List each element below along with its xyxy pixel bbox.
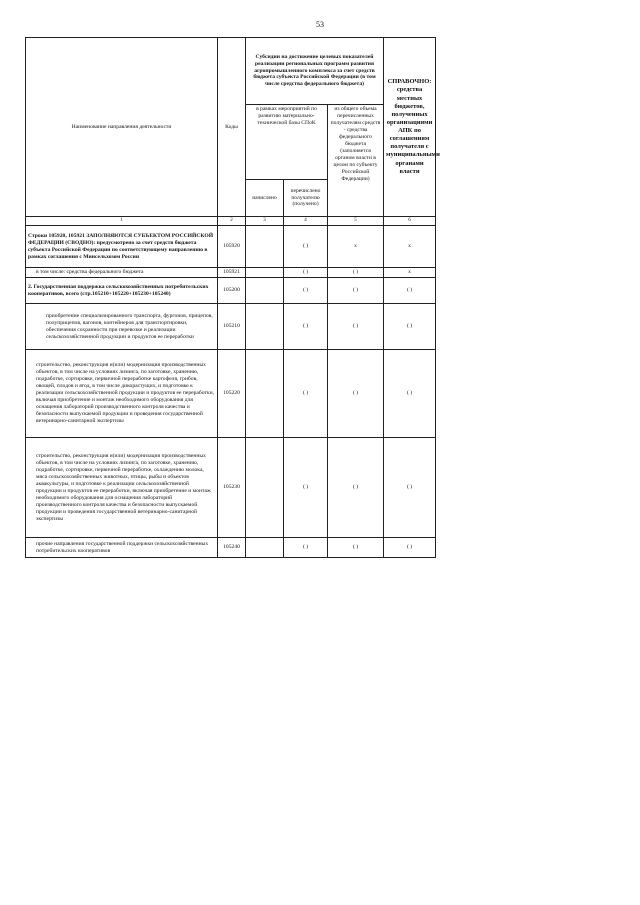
cell-accrued[interactable] [246, 438, 284, 538]
table-row [26, 268, 436, 278]
cell-accrued[interactable] [246, 226, 284, 268]
header-transferred: перечислено получателю (получено) [284, 180, 328, 217]
row-code: 105920 [218, 226, 246, 268]
cell-reference[interactable]: ( ) [384, 438, 436, 538]
row-code: 105240 [218, 538, 246, 558]
cell-transferred[interactable]: ( ) [284, 438, 328, 538]
table-row [26, 350, 436, 438]
table-row [26, 278, 436, 304]
col-number: 6 [384, 217, 436, 226]
cell-accrued[interactable] [246, 304, 284, 350]
row-code: 105921 [218, 268, 246, 278]
cell-reference[interactable]: ( ) [384, 278, 436, 304]
header-material-base: в рамках мероприятий по развитию материально-технической базы СПоК [246, 105, 328, 180]
column-numbers-row [26, 217, 436, 226]
cell-accrued[interactable] [246, 538, 284, 558]
page-number: 53 [316, 20, 324, 29]
report-table [25, 37, 440, 558]
header-reference [384, 38, 440, 217]
cell-reference[interactable]: ( ) [384, 350, 436, 438]
table-row [26, 304, 436, 350]
cell-transferred[interactable]: ( ) [284, 268, 328, 278]
cell-reference[interactable]: ( ) [384, 304, 436, 350]
table-row [26, 226, 436, 268]
cell-federal[interactable]: ( ) [328, 438, 384, 538]
row-name: строительство, реконструкция и(или) модернизация производственных объектов, в том числе на условиях лизинга, по заготовке, хранению, подработке, сортировке, первичной переработке, охлаждению молока, мяса сельскохозяйственных животных, птицы, рыбы и объектов аквакультуры, и подготовке к реализации сельскохозяйственной продукции и продуктов ее переработки, включая приобретение и монтаж необходимого оборудования для оснащения лабораторий производственного контроля качества и безопасности выпускаемой продукции и проведения государственной ветеринарно-санитарной экспертизы [26, 438, 218, 538]
cell-reference: x [384, 268, 436, 278]
row-name: приобретение специализированного транспорта, фургонов, прицепов, полуприцепов, вагонов, контейнеров для транспортировки, обеспечения сохранности при перевозке и реализации сельскохозяйственной продукции и продуктов ее переработки [26, 304, 218, 350]
cell-federal[interactable]: ( ) [328, 304, 384, 350]
row-name: Строки 105920, 105921 ЗАПОЛНЯЮТСЯ СУБЪЕКТОМ РОССИЙСКОЙ ФЕДЕРАЦИИ (СВОДНО): предусмотрено за счет средств бюджета субъекта Российской Федерации по соответствующему направлению в рамках соглашения с Минсельхозом России [26, 226, 218, 268]
cell-accrued[interactable] [246, 268, 284, 278]
row-name: строительство, реконструкция и(или) модернизация производственных объектов, в том числе на условиях лизинга, по заготовке, хранению, подработке, сортировке, первичной переработке картофеля, грибов, овощей, плодов и ягод, в том числе дикорастущих, и подготовке к реализации сельскохозяйственной продукции и продуктов ее переработки, включая приобретение и монтаж необходимого оборудования для оснащения лабораторий производственного контроля качества и безопасности выпускаемой продукции и проведения государственной ветеринарно-санитарной экспертизы [26, 350, 218, 438]
header-name: Наименование направления деятельности [26, 38, 218, 217]
cell-reference: x [384, 226, 436, 268]
table-row [26, 538, 436, 558]
header-reference-text: СПРАВОЧНО: средства местных бюджетов, полученных организациями АПК по соглашениям получателя с муниципальными органами власти [386, 78, 440, 175]
cell-federal[interactable]: ( ) [328, 268, 384, 278]
cell-federal: x [328, 226, 384, 268]
row-name: в том числе: средства федерального бюджета [26, 268, 218, 278]
col-number: 2 [218, 217, 246, 226]
row-code: 105230 [218, 438, 246, 538]
cell-transferred[interactable]: ( ) [284, 226, 328, 268]
cell-reference[interactable]: ( ) [384, 538, 436, 558]
col-number: 4 [284, 217, 328, 226]
header-subsidy-group: Субсидии на достижение целевых показателей реализации региональных программ развития агропромышленного комплекса за счет средств бюджета субъекта Российской Федерации (в том числе средства федерального бюджета) [246, 38, 384, 105]
row-code: 105210 [218, 304, 246, 350]
header-federal-share: из общего объема перечисленных получателям средств - средства федерального бюджета (заполняется органом власти в целом по субъекту Российской Федерации) [328, 105, 384, 217]
cell-transferred[interactable]: ( ) [284, 538, 328, 558]
table-row [26, 438, 436, 538]
row-name: 2. Государственная поддержка сельскохозяйственных потребительских кооперативов, всего (стр.105210+105220+105230+105240) [26, 278, 218, 304]
cell-federal[interactable]: ( ) [328, 538, 384, 558]
header-accrued: начислено [246, 180, 284, 217]
row-code: 105200 [218, 278, 246, 304]
cell-accrued[interactable] [246, 350, 284, 438]
header-codes: Коды [218, 38, 246, 217]
col-number: 1 [26, 217, 218, 226]
col-number: 5 [328, 217, 384, 226]
cell-federal[interactable]: ( ) [328, 350, 384, 438]
cell-federal[interactable]: ( ) [328, 278, 384, 304]
row-code: 105220 [218, 350, 246, 438]
row-name: прочие направления государственной поддержки сельскохозяйственных потребительских кооперативов [26, 538, 218, 558]
cell-accrued[interactable] [246, 278, 284, 304]
col-number: 3 [246, 217, 284, 226]
cell-transferred[interactable]: ( ) [284, 304, 328, 350]
cell-transferred[interactable]: ( ) [284, 278, 328, 304]
cell-transferred[interactable]: ( ) [284, 350, 328, 438]
